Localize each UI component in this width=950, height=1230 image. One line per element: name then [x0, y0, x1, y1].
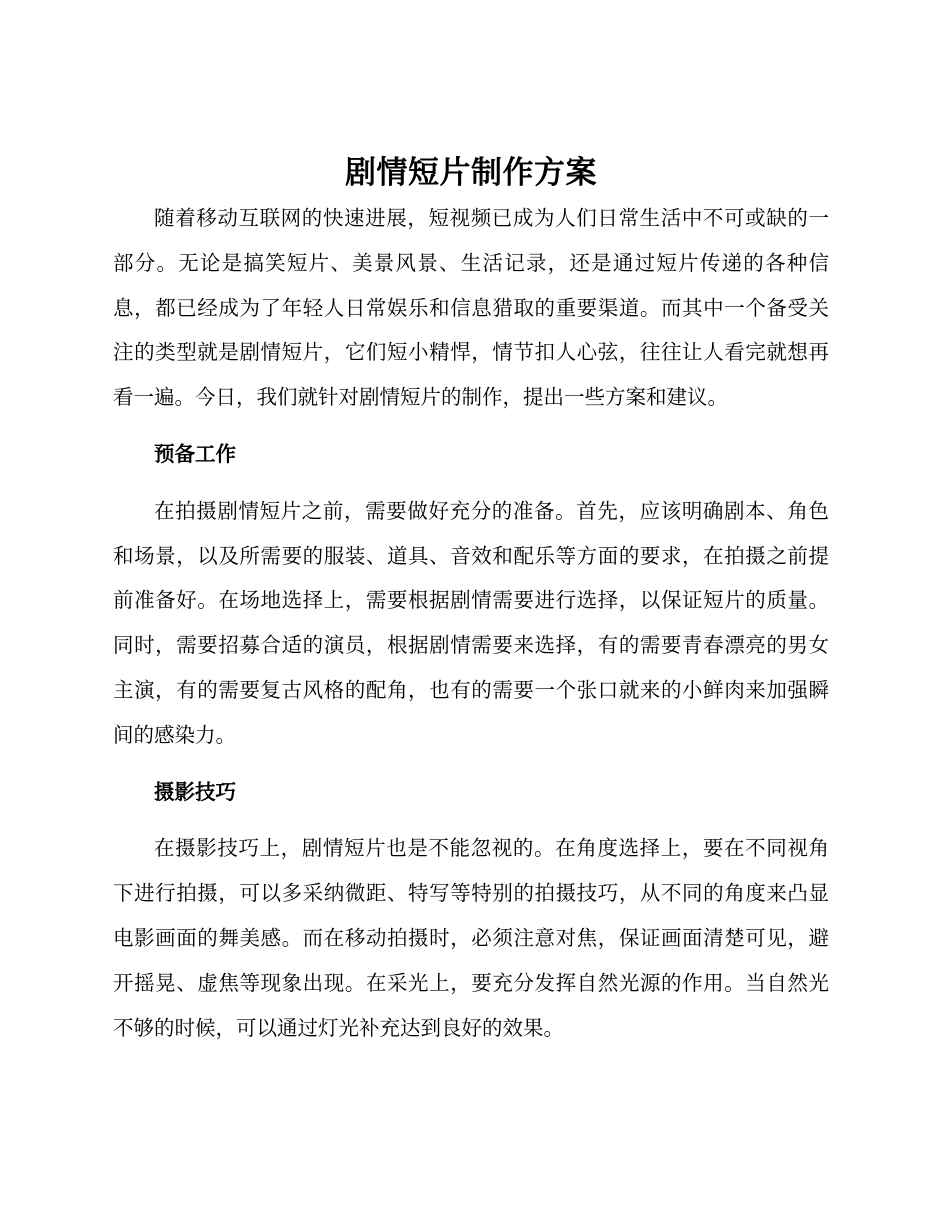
document-page	[113, 150, 829, 1050]
section-heading-preparation: 预备工作	[154, 441, 236, 466]
intro-paragraph: 随着移动互联网的快速进展，短视频已成为人们日常生活中不可或缺的一部分。无论是搞笑短片、美景风景、生活记录，还是通过短片传递的各种信息，都已经成为了年轻人日常娱乐和信息猎取的重要渠道。而其中一个备受关注的类型就是剧情短片，它们短小精悍，情节扣人心弦，往往让人看完就想再看一遍。今日，我们就针对剧情短片的制作，提出一些方案和建议。	[113, 206, 829, 410]
section-body-preparation: 在拍摄剧情短片之前，需要做好充分的准备。首先，应该明确剧本、角色和场景，以及所需要的服装、道具、音效和配乐等方面的要求，在拍摄之前提前准备好。在场地选择上，需要根据剧情需要进行选择，以保证短片的质量。同时，需要招募合适的演员，根据剧情需要来选择，有的需要青春漂亮的男女主演，有的需要复古风格的配角，也有的需要一个张口就来的小鲜肉来加强瞬间的感染力。	[113, 498, 829, 747]
section-heading-photography: 摄影技巧	[154, 779, 236, 804]
section-body-photography: 在摄影技巧上，剧情短片也是不能忽视的。在角度选择上，要在不同视角下进行拍摄，可以多采纳微距、特写等特别的拍摄技巧，从不同的角度来凸显电影画面的舞美感。而在移动拍摄时，必须注意对焦，保证画面清楚可见，避开摇晃、虚焦等现象出现。在采光上，要充分发挥自然光源的作用。当自然光不够的时候，可以通过灯光补充达到良好的效果。	[113, 836, 829, 1040]
document-title: 剧情短片制作方案	[345, 155, 597, 191]
